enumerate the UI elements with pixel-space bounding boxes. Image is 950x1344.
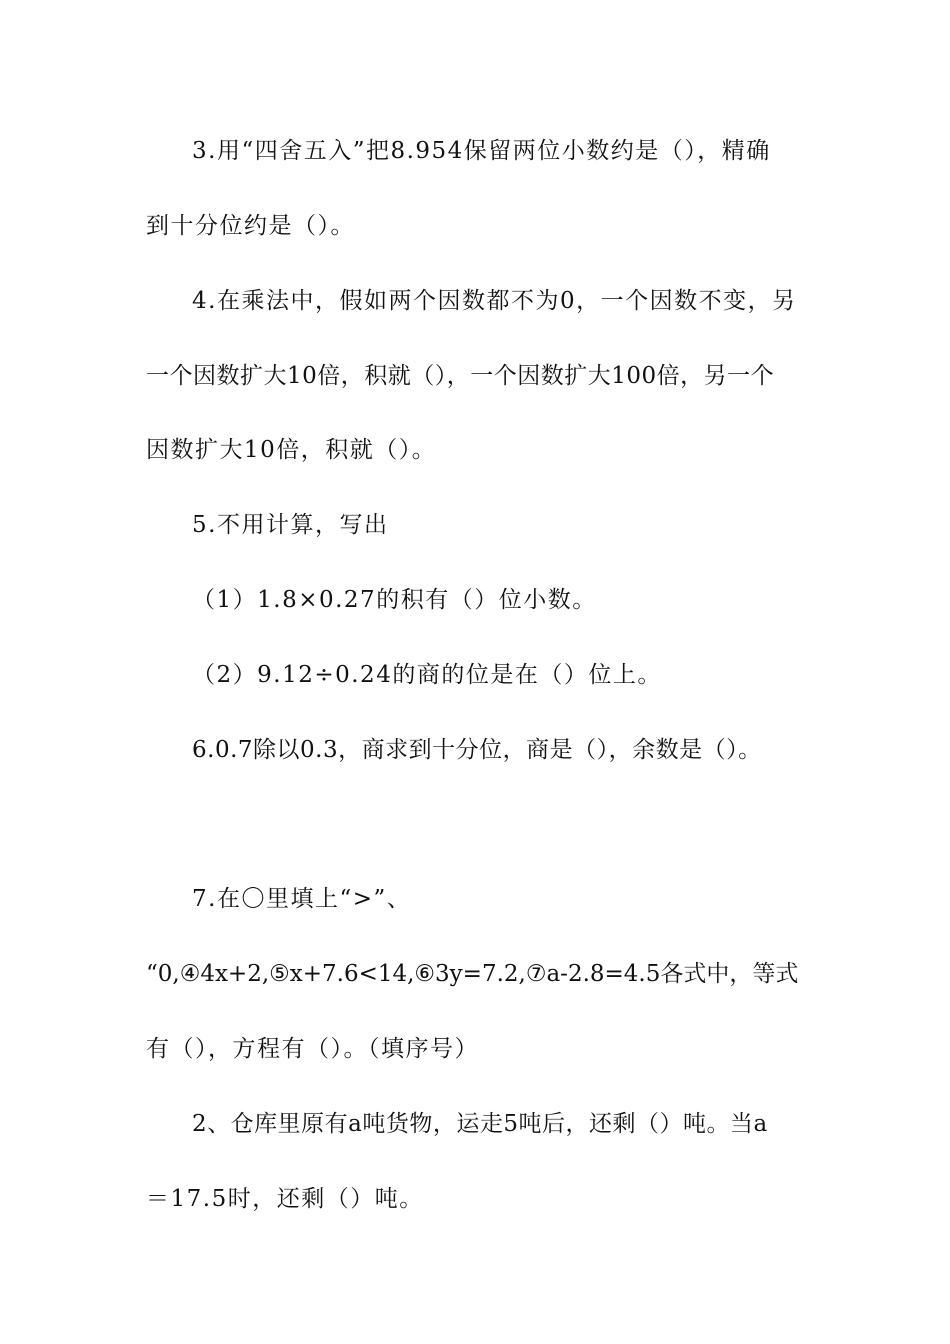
q6-line: 6.0.7除以0.3，商求到十分位，商是（），余数是（）。 <box>192 737 762 763</box>
q4-line-3: 因数扩大10倍，积就（）。 <box>146 437 437 463</box>
q5-sub-2: （2）9.12÷0.24的商的位是在（）位上。 <box>192 662 662 688</box>
q2-line-2: ＝17.5时，还剩（）吨。 <box>146 1186 424 1212</box>
q4-line-1: 4.在乘法中，假如两个因数都不为0，一个因数不变，另 <box>192 288 797 314</box>
q7-line-1: 7.在〇里填上“>”、 <box>192 886 412 912</box>
q5-heading: 5.不用计算，写出 <box>192 512 389 538</box>
q7-line-2: “0,④4x+2,⑤x+7.6<14,⑥3y=7.2,⑦a-2.8=4.5各式中，等式 <box>146 961 799 987</box>
q2-line-1: 2、仓库里原有a吨货物，运走5吨后，还剩（）吨。当a <box>192 1111 768 1137</box>
q4-line-2: 一个因数扩大10倍，积就（），一个因数扩大100倍，另一个 <box>146 363 775 389</box>
q3-line-1: 3.用“四舍五入”把8.954保留两位小数约是（），精确 <box>192 138 771 164</box>
q3-line-2: 到十分位约是（）。 <box>146 213 355 239</box>
q7-line-3: 有（），方程有（）。（填序号） <box>146 1036 479 1062</box>
q5-sub-1: （1）1.8×0.27的积有（）位小数。 <box>192 587 597 613</box>
